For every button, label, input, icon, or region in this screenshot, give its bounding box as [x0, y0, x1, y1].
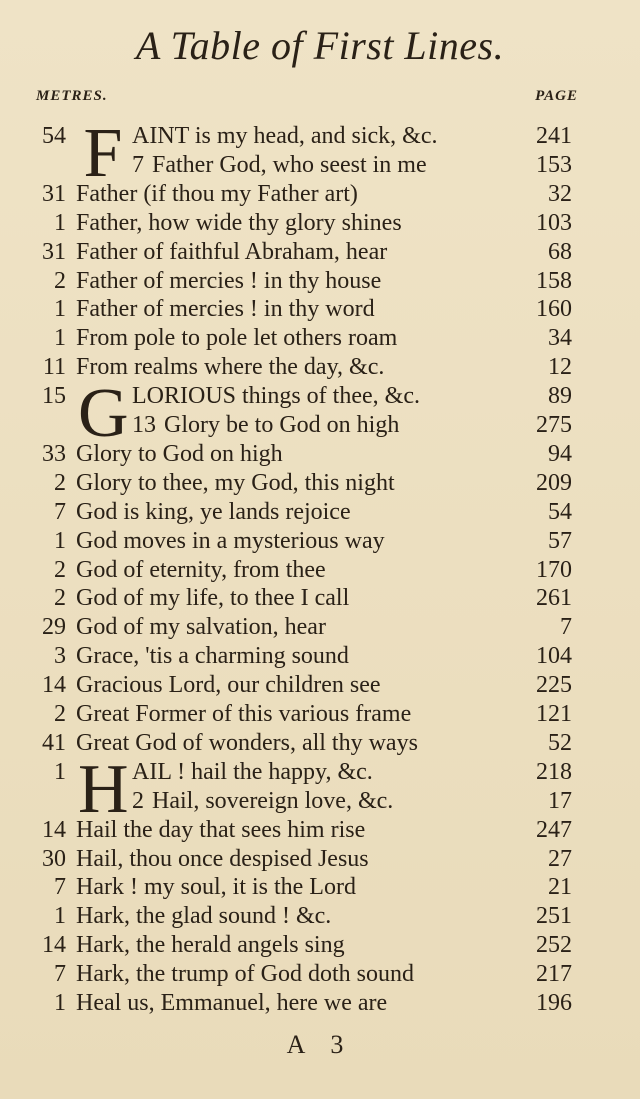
table-row — [0, 902, 640, 931]
first-line-text: Hark, the trump of God doth sound — [76, 961, 414, 988]
metre-number: 33 — [42, 440, 66, 467]
page-header: PAGE — [535, 88, 578, 104]
table-row — [0, 440, 640, 469]
first-line-text: Father of mercies ! in thy house — [76, 267, 382, 294]
first-line-text: Father of mercies ! in thy word — [76, 296, 375, 323]
first-line-text: Great God of wonders, all thy ways — [76, 729, 418, 756]
table-row — [0, 238, 640, 267]
first-line-text: Glory to God on high — [76, 440, 283, 467]
sub-metre-number: 13 — [132, 412, 156, 438]
table-row — [0, 845, 640, 874]
metre-number: 1 — [54, 296, 66, 323]
first-line-text: Heal us, Emmanuel, here we are — [76, 990, 388, 1016]
metre-number: 31 — [42, 180, 66, 207]
metre-number: 41 — [42, 729, 66, 756]
table-row — [0, 873, 640, 902]
page-number: 247 — [536, 816, 572, 843]
page-number: 252 — [536, 932, 572, 959]
first-line-text: God of eternity, from thee — [76, 556, 326, 583]
drop-cap: H — [78, 750, 129, 828]
first-line-text: Hail the day that sees him rise — [76, 816, 366, 843]
first-line — [132, 787, 393, 816]
first-line — [76, 584, 349, 613]
metre-number: 11 — [42, 354, 66, 381]
table-row — [0, 498, 640, 527]
first-line — [76, 989, 387, 1018]
first-line-text: AIL ! hail the happy, &c. — [132, 758, 373, 785]
first-line-text: Father God, who seest in me — [152, 151, 427, 178]
page-number: 275 — [536, 412, 572, 438]
page-number: 17 — [548, 787, 572, 814]
first-line — [76, 931, 345, 960]
metre-number: 1 — [54, 990, 66, 1016]
metre-number: 7 — [54, 961, 66, 988]
first-line-text: Hail, sovereign love, &c. — [152, 787, 394, 814]
sub-metre-number: 2 — [132, 787, 144, 814]
first-line-text: Father (if thou my Father art) — [76, 180, 358, 207]
table-row — [0, 960, 640, 989]
first-line-text: Father, how wide thy glory shines — [76, 209, 402, 236]
page-number: 153 — [536, 151, 572, 178]
first-line — [76, 902, 331, 931]
first-line-text: Gracious Lord, our children see — [76, 672, 381, 699]
first-line — [76, 642, 349, 671]
first-line-text: LORIOUS things of thee, &c. — [132, 383, 420, 410]
first-line-text: Hark ! my soul, it is the Lord — [76, 874, 356, 901]
metres-header: METRES. — [36, 88, 108, 104]
first-line — [76, 324, 397, 353]
first-line-text: Hark, the herald angels sing — [76, 932, 345, 959]
page-number: 68 — [548, 238, 572, 265]
page-number: 251 — [536, 903, 572, 930]
page-number: 209 — [536, 469, 572, 496]
page-number: 225 — [536, 672, 572, 699]
metre-number: 7 — [54, 498, 66, 525]
metre-number: 2 — [54, 701, 66, 727]
page-number: 217 — [536, 961, 572, 988]
metre-number: 1 — [54, 325, 66, 352]
table-row — [0, 180, 640, 209]
metre-number: 7 — [54, 874, 66, 901]
page-number: 54 — [548, 498, 572, 525]
sub-metre-number: 7 — [132, 151, 144, 178]
first-line — [76, 556, 326, 585]
page-number: 241 — [536, 123, 572, 149]
page-number: 104 — [536, 643, 572, 670]
first-line — [76, 960, 414, 989]
first-line-text: From pole to pole let others roam — [76, 325, 398, 352]
table-row — [0, 527, 640, 556]
first-line — [76, 845, 369, 874]
metre-number: 29 — [42, 614, 66, 641]
first-line — [132, 151, 427, 180]
metre-number: 2 — [54, 469, 66, 496]
table-row — [0, 989, 640, 1018]
drop-cap: G — [78, 375, 129, 453]
first-line — [76, 873, 356, 902]
page-number: 27 — [548, 845, 572, 872]
table-row — [0, 671, 640, 700]
first-line — [76, 238, 387, 267]
page-number: 261 — [536, 585, 572, 612]
first-line — [132, 382, 420, 411]
page-number: 158 — [536, 267, 572, 294]
first-line — [76, 671, 381, 700]
table-row — [0, 584, 640, 613]
first-line-text: Father of faithful Abraham, hear — [76, 238, 388, 265]
first-line — [76, 613, 326, 642]
metre-number: 1 — [54, 209, 66, 236]
page-title: A Table of First Lines. — [135, 23, 505, 68]
drop-cap: F — [83, 115, 123, 192]
page-number: 170 — [536, 556, 572, 583]
table-row — [0, 209, 640, 238]
first-line — [132, 758, 373, 787]
first-line — [76, 469, 395, 498]
page-number: 57 — [548, 527, 572, 554]
first-line-text: Grace, 'tis a charming sound — [76, 643, 349, 670]
first-line-text: Glory to thee, my God, this night — [76, 469, 395, 496]
page-number: 32 — [548, 180, 572, 207]
page-number: 52 — [548, 729, 572, 756]
first-line-text: AINT is my head, and sick, &c. — [132, 123, 438, 149]
page-number: 121 — [536, 701, 572, 727]
first-line-text: Great Former of this various frame — [76, 701, 412, 727]
first-line — [76, 527, 385, 556]
page-number: 89 — [548, 383, 572, 410]
metre-number: 14 — [42, 816, 66, 843]
page-number: 34 — [548, 325, 572, 352]
first-line — [76, 295, 375, 324]
table-row — [0, 411, 640, 440]
first-line-text: God of my life, to thee I call — [76, 585, 350, 612]
page-number: 196 — [536, 990, 572, 1016]
metre-number: 30 — [42, 845, 66, 872]
table-row — [0, 816, 640, 845]
table-row — [0, 151, 640, 180]
first-line — [132, 122, 438, 151]
table-row — [0, 613, 640, 642]
page-number: 103 — [536, 209, 572, 236]
metre-number: 54 — [42, 123, 66, 149]
metre-number: 14 — [42, 672, 66, 699]
table-row — [0, 267, 640, 296]
first-line-text: Hail, thou once despised Jesus — [76, 845, 369, 872]
table-row — [0, 324, 640, 353]
first-line-text: God is king, ye lands rejoice — [76, 498, 351, 525]
metre-number: 2 — [54, 267, 66, 294]
page-number: 94 — [548, 440, 572, 467]
first-line — [76, 700, 411, 729]
first-line-text: Glory be to God on high — [164, 412, 400, 438]
first-line-text: From realms where the day, &c. — [76, 354, 385, 381]
signature-mark: A 3 — [286, 1030, 354, 1059]
first-line — [76, 498, 351, 527]
metre-number: 2 — [54, 556, 66, 583]
first-line — [76, 180, 358, 209]
metre-number: 31 — [42, 238, 66, 265]
page-number: 12 — [548, 354, 572, 381]
first-line-text: God moves in a mysterious way — [76, 527, 385, 554]
first-line — [76, 209, 402, 238]
first-line — [76, 440, 283, 469]
metre-number: 1 — [54, 903, 66, 930]
table-row — [0, 556, 640, 585]
table-row — [0, 700, 640, 729]
first-line-text: God of my salvation, hear — [76, 614, 326, 641]
table-row — [0, 469, 640, 498]
metre-number: 1 — [54, 758, 66, 785]
table-row — [0, 642, 640, 671]
page-number: 21 — [548, 874, 572, 901]
table-row — [0, 295, 640, 324]
metre-number: 14 — [42, 932, 66, 959]
table-row — [0, 787, 640, 816]
table-row — [0, 931, 640, 960]
metre-number: 1 — [54, 527, 66, 554]
first-line — [132, 411, 399, 440]
page-number: 7 — [560, 614, 572, 641]
metre-number: 2 — [54, 585, 66, 612]
first-line — [76, 267, 381, 296]
page-number: 160 — [536, 296, 572, 323]
first-line-text: Hark, the glad sound ! &c. — [76, 903, 332, 930]
metre-number: 15 — [42, 383, 66, 410]
metre-number: 3 — [54, 643, 66, 670]
page-number: 218 — [536, 758, 572, 785]
first-line — [76, 816, 365, 845]
